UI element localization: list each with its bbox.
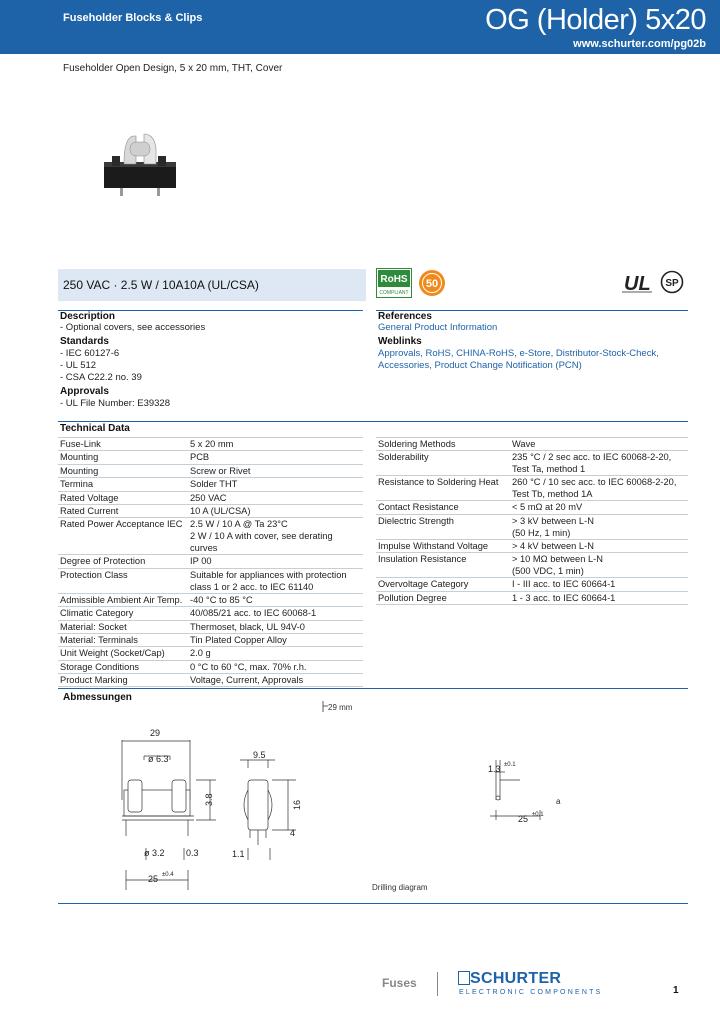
table-row: Rated Current 10 A (UL/CSA) (58, 504, 363, 517)
dim-bore: ø 6.3 (148, 754, 169, 764)
dim-drill-tol: ±0.1 (504, 762, 516, 768)
schurter-logo-icon (458, 971, 470, 985)
references-heading: References (378, 311, 432, 322)
ul-recognized-icon (620, 268, 656, 296)
dim-drill-d: 1.3 (488, 764, 501, 774)
table-row: Termina Solder THT (58, 478, 363, 491)
table-row: Overvoltage Category I - III acc. to IEC 60664-1 (376, 578, 688, 591)
divider (58, 903, 688, 904)
table-row: Mounting PCB (58, 451, 363, 464)
dim-pin-w: ø 3.2 (144, 848, 165, 858)
table-row: Product Marking Voltage, Current, Approvals (58, 674, 363, 687)
dimension-drawing (100, 720, 620, 890)
ul-label: UL (624, 273, 651, 295)
dim-side-w: 9.5 (253, 750, 266, 760)
table-row: Insulation Resistance > 10 MΩ between L-N (500 VDC, 1 min) (376, 553, 688, 578)
divider (58, 688, 688, 689)
divider (58, 421, 688, 422)
technical-data-heading: Technical Data (60, 423, 130, 434)
table-row: Resistance to Soldering Heat 260 °C / 10 sec acc. to IEC 60068-2-20, Test Tb, method 1A (376, 476, 688, 501)
standards-item: - UL 512 (60, 360, 97, 371)
drilling-caption: Drilling diagram (372, 883, 428, 892)
footer-section: Fuses (382, 976, 417, 990)
page-title: OG (Holder) 5x20 (485, 4, 706, 36)
china-rohs-50-icon (417, 268, 447, 298)
table-row: Rated Power Acceptance IEC 2.5 W / 10 A @ Ta 23°C 2 W / 10 A with cover, see derating curves (58, 518, 363, 555)
technical-table-right (376, 437, 688, 605)
table-row: Mounting Screw or Rivet (58, 464, 363, 477)
dim-pin-t: 0.3 (186, 848, 199, 858)
dim-width: 29 (150, 728, 161, 738)
standards-item: - CSA C22.2 no. 39 (60, 372, 142, 383)
dim-height: 3.8 (204, 793, 214, 806)
description-item: - Optional covers, see accessories (60, 322, 206, 333)
table-row: Unit Weight (Socket/Cap) 2.0 g (58, 647, 363, 660)
dim-drill-pitch-tol: ±0.1 (532, 812, 544, 818)
table-row: Protection Class Suitable for appliances with protection class 1 or 2 acc. to IEC 61140 (58, 568, 363, 593)
fifty-label: 50 (425, 278, 439, 290)
product-image (100, 118, 180, 198)
table-row: Impulse Withstand Voltage > 4 kV between L-N (376, 539, 688, 552)
brand-subtitle: ELECTRONIC COMPONENTS (459, 989, 603, 996)
footer-separator (437, 972, 438, 996)
table-row: Degree of Protection IP 00 (58, 555, 363, 568)
rohs-sub-label: COMPLIANT (379, 290, 409, 296)
dim-drill-pitch: 25 (518, 814, 529, 824)
header-category: Fuseholder Blocks & Clips (63, 12, 203, 24)
table-row: Storage Conditions 0 °C to 60 °C, max. 70% r.h. (58, 660, 363, 673)
table-row: Material: Terminals Tin Plated Copper Alloy (58, 633, 363, 646)
table-row: Soldering Methods Wave (376, 438, 688, 451)
product-subtitle: Fuseholder Open Design, 5 x 20 mm, THT, Cover (63, 63, 283, 74)
table-row: Climatic Category 40/085/21 acc. to IEC 60068-1 (58, 607, 363, 620)
dim-side-base: 1.1 (232, 849, 245, 859)
approvals-heading: Approvals (60, 386, 109, 397)
scale-bar-icon (322, 700, 372, 714)
rohs-badge-icon (376, 268, 412, 298)
table-row: Dielectric Strength > 3 kV between L-N (50 Hz, 1 min) (376, 514, 688, 539)
header-url-link[interactable]: www.schurter.com/pg02b (573, 38, 706, 50)
dim-side-pin: 4 (290, 828, 296, 838)
dimensions-heading: Abmessungen (63, 692, 132, 703)
dim-drill-mark: a (556, 797, 561, 806)
csa-label: SP (665, 278, 679, 289)
csa-icon (660, 270, 684, 294)
weblinks-line[interactable]: Accessories, Product Change Notification (PCN) (378, 360, 582, 371)
dim-pitch: 25 (148, 874, 159, 884)
dim-pitch-tol: ±0.4 (162, 872, 174, 878)
table-row: Material: Socket Thermoset, black, UL 94V-0 (58, 620, 363, 633)
approvals-item: - UL File Number: E39328 (60, 398, 171, 409)
table-row: Rated Voltage 250 VAC (58, 491, 363, 504)
table-row: Admissible Ambient Air Temp. -40 °C to 85 °C (58, 593, 363, 606)
dim-side-h: 16 (292, 799, 302, 810)
table-row: Fuse-Link 5 x 20 mm (58, 438, 363, 451)
rohs-label: RoHS (380, 274, 408, 285)
brand-name: SCHURTER (470, 970, 562, 987)
table-row: Pollution Degree 1 - 3 acc. to IEC 60664-1 (376, 591, 688, 604)
table-row: Solderability 235 °C / 2 sec acc. to IEC 60068-2-20, Test Ta, method 1 (376, 451, 688, 476)
standards-heading: Standards (60, 336, 109, 347)
standards-item: - IEC 60127-6 (60, 348, 120, 359)
weblinks-line[interactable]: Approvals, RoHS, CHINA-RoHS, e-Store, Distributor-Stock-Check, (378, 348, 659, 359)
scale-label: 29 mm (328, 703, 353, 712)
general-info-link[interactable]: General Product Information (378, 322, 498, 333)
technical-table-left (58, 437, 363, 687)
description-heading: Description (60, 311, 116, 322)
weblinks-heading: Weblinks (378, 336, 422, 347)
page-number: 1 (673, 985, 679, 996)
rating-text: 250 VAC · 2.5 W / 10A10A (UL/CSA) (63, 278, 259, 292)
table-row: Contact Resistance < 5 mΩ at 20 mV (376, 501, 688, 514)
